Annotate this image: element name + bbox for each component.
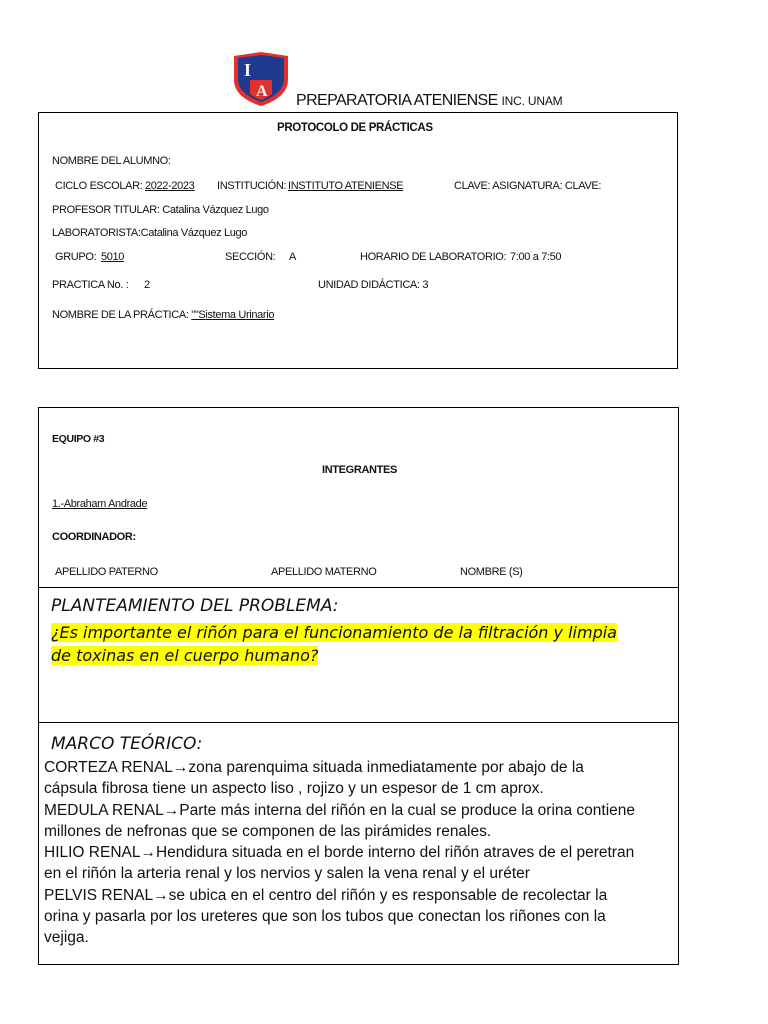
member-1: 1.-Abraham Andrade [52,498,148,510]
problem-title: PLANTEAMIENTO DEL PROBLEMA: [51,596,339,616]
coordinator-label: COORDINADOR: [52,531,136,543]
theory-line: vejiga. [44,929,89,947]
svg-text:A: A [256,83,268,100]
theory-line: HILIO RENAL→Hendidura situada en el borde interno del riñón atraves de el peretran [44,844,635,862]
cycle-label: CICLO ESCOLAR: [55,180,143,192]
team-label: EQUIPO #3 [52,433,105,445]
unit-label: UNIDAD DIDÁCTICA: [318,279,420,291]
problem-question-line-2: de toxinas en el cuerpo humano? [51,646,319,665]
divider [39,587,678,588]
practice-name-field [52,309,274,321]
col-maternal: APELLIDO MATERNO [271,566,377,578]
unit-field [318,279,428,291]
protocol-title: PROTOCOLO DE PRÁCTICAS [277,122,433,134]
institution-label: INSTITUCIÓN: [217,180,287,192]
members-title: INTEGRANTES [322,464,397,476]
problem-question-line-1: ¿Es importante el riñón para el funcionamiento de la filtración y limpia [51,623,617,642]
lab-label: LABORATORISTA: [52,227,141,239]
school-name-suffix: INC. UNAM [501,94,563,108]
practice-name-value: ""Sistema Urinario [191,309,275,321]
lab-field [52,227,247,239]
theory-line: MEDULA RENAL→Parte más interna del riñón en la cual se produce la orina contiene [44,801,636,819]
schedule-label: HORARIO DE LABORATORIO: [360,251,507,263]
practice-value: 2 [144,279,150,291]
clave-label: CLAVE: ASIGNATURA: CLAVE: [454,180,602,192]
lab-value: Catalina Vázquez Lugo [140,227,248,239]
section-value: A [289,251,296,263]
schedule-value: 7:00 a 7:50 [510,251,562,263]
team-box [38,407,679,965]
section-label: SECCIÓN: [225,251,276,263]
divider [39,722,678,723]
theory-title: MARCO TEÓRICO: [51,734,203,754]
protocol-box [38,112,678,369]
unit-value: 3 [422,279,429,291]
theory-line: cápsula fibrosa tiene un aspecto liso , rojizo y un espesor de 1 cm aprox. [44,780,544,798]
cycle-value: 2022-2023 [145,180,195,192]
theory-body [44,757,674,949]
professor-label: PROFESOR TITULAR: [52,204,160,216]
practice-label: PRACTICA No. : [52,279,129,291]
theory-line: CORTEZA RENAL→zona parenquima situada inmediatamente por abajo de la [44,759,584,776]
school-logo [230,50,292,108]
problem-question [51,621,617,667]
practice-name-label: NOMBRE DE LA PRÁCTICA: [52,309,189,321]
group-label: GRUPO: [55,251,97,263]
svg-text:I: I [244,60,252,80]
shield-icon [230,50,292,108]
theory-line: orina y pasarla por los ureteres que son los tubos que conectan los riñones con la [44,908,606,926]
theory-line: millones de nefronas que se componen de las pirámides renales. [44,822,492,840]
group-value: 5010 [101,251,125,263]
institution-value: INSTITUTO ATENIENSE [288,180,404,192]
professor-field [52,204,269,216]
col-name: NOMBRE (S) [460,566,523,578]
theory-line: PELVIS RENAL→se ubica en el centro del riñón y es responsable de recolectar la [44,886,608,904]
school-name-main: PREPARATORIA ATENIENSE [296,92,498,109]
professor-value: Catalina Vázquez Lugo [162,204,269,216]
col-paternal: APELLIDO PATERNO [55,566,158,578]
theory-line: en el riñón la arteria renal y los nervios y salen la vena renal y el uréter [44,865,530,883]
school-name [296,92,562,110]
student-name-label: NOMBRE DEL ALUMNO: [52,155,171,167]
